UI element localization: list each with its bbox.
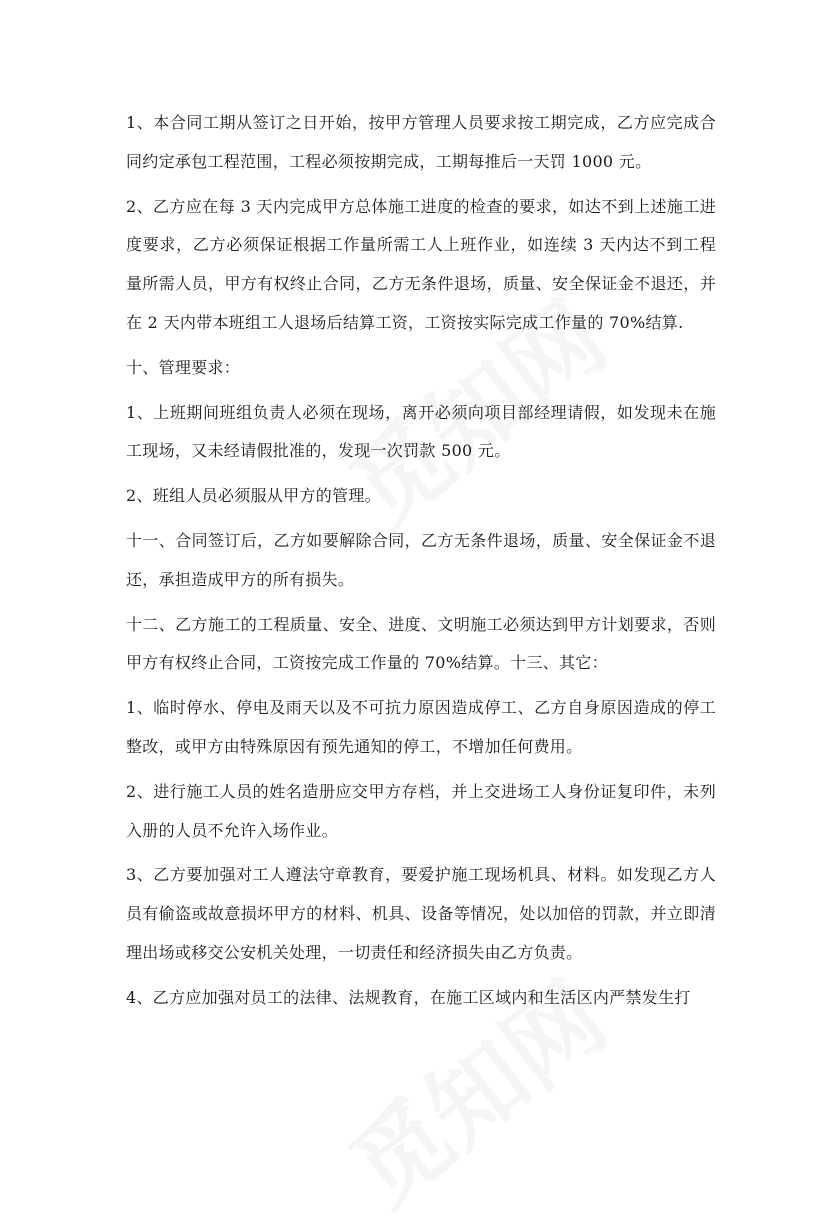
clause-paragraph: 2、乙方应在每 3 天内完成甲方总体施工进度的检查的要求，如达不到上述施工进度要求，乙方必须保证根据工作量所需工人上班作业，如连续 3 天内达不到工程量所需人员，甲方有权终止合同，乙方无条件退场，质量、安全保证金不退还，并在 2 天内带本班组工人退场后结算工资，工资按实际完成工作量的 70%结算.: [126, 196, 716, 332]
clause-paragraph: 1、本合同工期从签订之日开始，按甲方管理人员要求按工期完成，乙方应完成合同约定承包工程范围，工程必须按期完成，工期每推后一天罚 1000 元。: [126, 113, 716, 171]
clause-paragraph: 3、乙方要加强对工人遵法守章教育，要爱护施工现场机具、材料。如发现乙方人员有偷盗或故意损坏甲方的材料、机具、设备等情况，处以加倍的罚款，并立即清理出场或移交公安机关处理，一切责任和经济损失由乙方负责。: [126, 865, 716, 962]
clause-paragraph: 2、进行施工人员的姓名造册应交甲方存档，并上交进场工人身份证复印件，未列入册的人员不允许入场作业。: [126, 781, 716, 840]
clause-paragraph: 1、临时停水、停电及雨天以及不可抗力原因造成停工、乙方自身原因造成的停工整改，或甲方由特殊原因有预先通知的停工，不增加任何费用。: [126, 698, 716, 756]
section-heading: 十、管理要求：: [126, 357, 241, 377]
clause-paragraph: 4、乙方应加强对员工的法律、法规教育，在施工区域内和生活区内严禁发生打: [126, 987, 691, 1007]
clause-paragraph: 十二、乙方施工的工程质量、安全、进度、文明施工必须达到甲方计划要求，否则甲方有权终止合同，工资按完成工作量的 70%结算。十三、其它：: [126, 614, 716, 673]
document-body: [126, 104, 716, 1024]
clause-paragraph: 1、上班期间班组负责人必须在现场，离开必须向项目部经理请假，如发现未在施工现场，又未经请假批准的，发现一次罚款 500 元。: [126, 402, 716, 461]
clause-paragraph: 十一、合同签订后，乙方如要解除合同，乙方无条件退场，质量、安全保证金不退还，承担造成甲方的所有损失。: [126, 530, 716, 589]
clause-paragraph: 2、班组人员必须服从甲方的管理。: [126, 486, 381, 506]
